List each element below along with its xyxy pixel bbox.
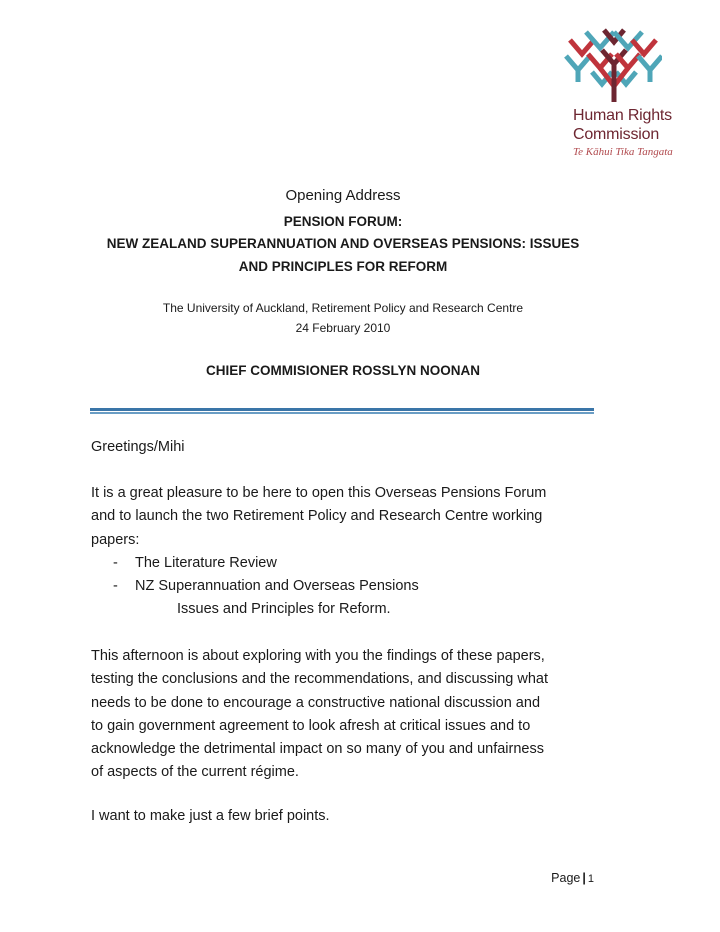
title-line-2: NEW ZEALAND SUPERANNUATION AND OVERSEAS PENSIONS: ISSUES (106, 236, 580, 251)
speaker-name: CHIEF COMMISIONER ROSSLYN NOONAN (205, 363, 481, 378)
paragraph-3: I want to make just a few brief points. (91, 808, 330, 824)
page-separator: | (582, 871, 586, 885)
list-item (91, 552, 611, 575)
logo-maori-name: Te Kāhui Tika Tangata (573, 146, 673, 158)
paragraph-line: to gain government agreement to look afresh at critical issues and to (91, 717, 531, 734)
list-item-continuation: Issues and Principles for Reform. (177, 601, 391, 618)
list-item-text: The Literature Review (135, 554, 277, 571)
list-item-text: NZ Superannuation and Overseas Pensions (135, 578, 419, 595)
header-divider (90, 408, 594, 414)
list-item (91, 575, 611, 598)
list-dash: - (113, 578, 118, 595)
page-label: Page (551, 871, 581, 885)
paragraph-line: acknowledge the detrimental impact on so many of you and unfairness (91, 741, 544, 758)
paragraph-line: needs to be done to encourage a constructive national discussion and (91, 694, 541, 711)
date-line: 24 February 2010 (295, 321, 391, 335)
paragraph-2 (91, 645, 611, 785)
title-line-3: AND PRINCIPLES FOR REFORM (238, 259, 448, 274)
page-number: 1 (587, 873, 594, 885)
venue-line: The University of Auckland, Retirement Policy and Research Centre (162, 301, 524, 315)
paragraph-line: It is a great pleasure to be here to open this Overseas Pensions Forum (91, 485, 547, 501)
opening-address-label: Opening Address (285, 187, 401, 204)
hrc-logo (562, 26, 692, 158)
logo-text-line1: Human Rights (573, 107, 672, 124)
paragraph-line: papers: (91, 531, 140, 548)
tree-emblem-icon (562, 26, 662, 106)
paragraph-line: of aspects of the current régime. (91, 764, 299, 781)
greeting: Greetings/Mihi (91, 439, 185, 455)
paragraph-line: and to launch the two Retirement Policy and Research Centre working (91, 508, 543, 525)
paragraph-line: This afternoon is about exploring with you the findings of these papers, (91, 648, 545, 664)
paragraph-1 (91, 482, 611, 622)
list-dash: - (113, 554, 118, 571)
page-footer (551, 871, 594, 885)
logo-text-line2: Commission (573, 126, 660, 143)
paragraph-line: testing the conclusions and the recommendations, and discussing what (91, 671, 549, 688)
title-line-1: PENSION FORUM: (283, 214, 403, 229)
